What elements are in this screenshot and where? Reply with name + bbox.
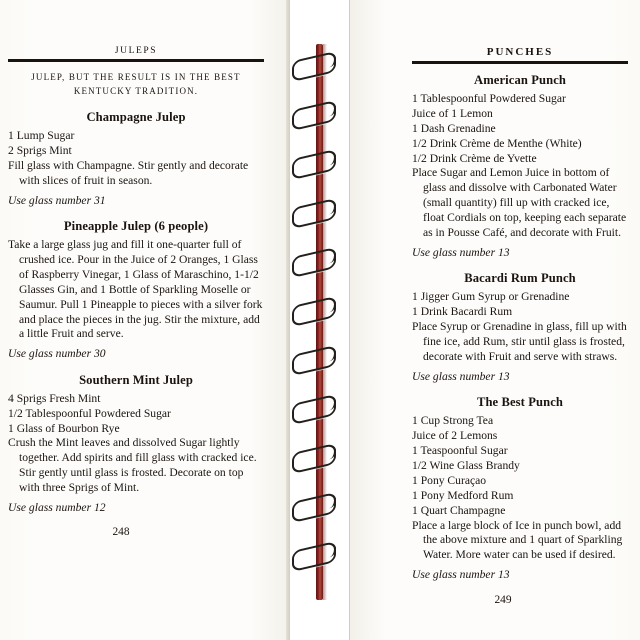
recipe-title: Southern Mint Julep	[79, 372, 193, 387]
left-page	[0, 0, 290, 640]
spiral-coil-ring	[292, 296, 336, 327]
right-page-number: 249	[494, 593, 512, 606]
left-header-rule	[8, 59, 264, 62]
recipe-title: The Best Punch	[476, 395, 564, 410]
recipe-ingredient: 1 Teaspoonful Sugar	[412, 444, 508, 458]
recipe-ingredient: 2 Sprigs Mint	[8, 143, 72, 157]
recipe-title: Pineapple Julep (6 people)	[63, 219, 209, 234]
recipe-glass-note: Use glass number 31	[8, 193, 106, 207]
left-intro-text: JULEP, BUT THE RESULT IS IN THE BEST KENTUCKY TRADITION.	[31, 72, 241, 96]
recipe-ingredient: 1/2 Tablespoonful Powdered Sugar	[8, 406, 171, 420]
left-page-content	[8, 46, 264, 612]
spiral-coil-ring	[292, 394, 336, 425]
left-running-head: JULEPS	[114, 46, 158, 56]
spiral-coil-ring	[292, 492, 336, 523]
right-page-content	[412, 46, 628, 612]
right-page	[350, 0, 640, 640]
recipe-title: Bacardi Rum Punch	[464, 271, 576, 286]
recipe-method: Place a large block of Ice in punch bowl, add the above mixture and 1 quart of Sparkling Water. More water can be used if desired.	[412, 518, 623, 562]
spiral-binding	[290, 0, 350, 640]
recipe-pineapple-julep	[8, 219, 264, 362]
recipe-ingredient: 1 Cup Strong Tea	[412, 414, 494, 428]
recipe-ingredient: 1 Jigger Gum Syrup or Grenadine	[412, 290, 570, 304]
recipe-ingredient: 1/2 Drink Crème de Menthe (White)	[412, 136, 582, 150]
recipe-glass-note: Use glass number 13	[412, 568, 510, 582]
recipe-method: Fill glass with Champagne. Stir gently and decorate with slices of fruit in season.	[8, 158, 249, 187]
recipe-bacardi-rum-punch	[412, 271, 628, 384]
recipe-method: Place Syrup or Grenadine in glass, fill up with fine ice, add Rum, stir until glass is frosted, decorate with Fruit and serve with straws.	[412, 320, 627, 363]
recipe-american-punch	[412, 73, 628, 260]
recipe-method: Place Sugar and Lemon Juice in bottom of glass and dissolve with Carbonated Water (small quantity) fill up with cracked ice, float Cordials on top, keeping each separate as in Pousse Café, and decorate with Fruit.	[412, 166, 627, 240]
recipe-ingredient: 1 Tablespoonful Powdered Sugar	[412, 92, 566, 105]
recipe-champagne-julep	[8, 110, 264, 208]
recipe-ingredient: 1 Dash Grenadine	[412, 121, 496, 135]
recipe-ingredient: Juice of 2 Lemons	[412, 429, 498, 443]
recipe-ingredient: 1/2 Wine Glass Brandy	[412, 459, 520, 472]
recipe-ingredient: 4 Sprigs Fresh Mint	[8, 391, 101, 405]
spiral-coil-ring	[292, 345, 336, 376]
recipe-the-best-punch	[412, 395, 628, 582]
recipe-southern-mint-julep	[8, 373, 264, 516]
spine-shadow	[323, 44, 327, 600]
recipe-ingredient: 1 Drink Bacardi Rum	[412, 305, 513, 319]
recipe-ingredient: Juice of 1 Lemon	[412, 106, 493, 120]
recipe-ingredient: 1 Pony Curaçao	[412, 473, 487, 487]
recipe-glass-note: Use glass number 13	[412, 369, 510, 383]
recipe-glass-note: Use glass number 12	[8, 501, 106, 514]
recipe-ingredient: 1 Quart Champagne	[412, 503, 506, 517]
spiral-coil-ring	[292, 443, 336, 474]
recipe-ingredient: 1/2 Drink Crème de Yvette	[412, 151, 537, 165]
spiral-coil-ring	[292, 51, 336, 82]
recipe-ingredient: 1 Glass of Bourbon Rye	[8, 421, 120, 435]
spiral-coil-ring	[292, 247, 336, 278]
recipe-title: Champagne Julep	[86, 110, 186, 124]
recipe-ingredient: 1 Pony Medford Rum	[412, 488, 514, 502]
recipe-glass-note: Use glass number 30	[8, 347, 106, 361]
recipe-glass-note: Use glass number 13	[412, 245, 510, 259]
spiral-coil-ring	[292, 198, 336, 229]
right-running-head: PUNCHES	[486, 46, 554, 58]
recipe-title: American Punch	[474, 73, 566, 87]
spiral-coil-ring	[292, 541, 336, 572]
recipe-ingredient: 1 Lump Sugar	[8, 129, 75, 142]
spiral-coil-ring	[292, 100, 336, 131]
spiral-coil-ring	[292, 149, 336, 180]
recipe-method: Take a large glass jug and fill it one-quarter full of crushed ice. Pour in the Juice of 2 Oranges, 1 Glass of Raspberry Vinegar, 1 Glass of Maraschino, 1-1/2 Glasses Gin, and 1 Bottle of Sparkling Moselle or Saumur. Pull 1 Pineapple to pieces with a silver fork and place the pieces in the jug. Stir the mixture, add a little Fruit and serve.	[8, 238, 263, 341]
left-page-number: 248	[112, 526, 130, 539]
recipe-method: Crush the Mint leaves and dissolved Sugar lightly together. Add spirits and fill glass with cracked ice. Stir gently until glass is frosted. Decorate on top with three Sprigs of Mint.	[8, 436, 257, 495]
right-header-rule	[412, 61, 628, 64]
